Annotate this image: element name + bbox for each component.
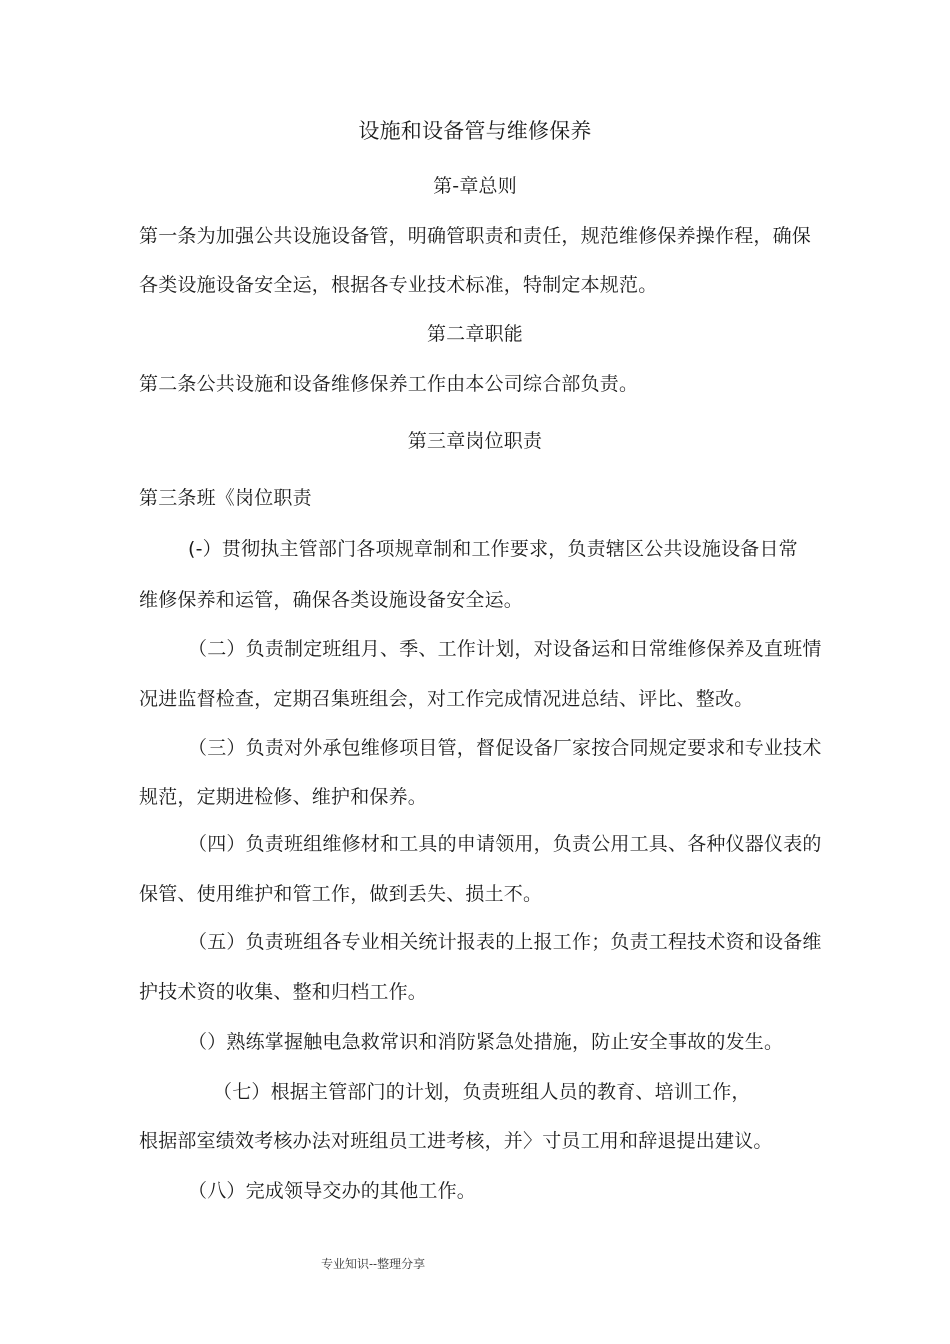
duty-item-2-line-2: 况进监督检查，定期召集班组会，对工作完成情况进总结、评比、整改。 xyxy=(139,688,754,710)
document-title: 设施和设备管与维修保养 xyxy=(358,119,592,143)
duty-item-4-line-1: （四）负责班组维修材和工具的申请领用，负责公用工具、各种仪器仪表的 xyxy=(188,833,822,855)
article-3: 第三条班《岗位职责 xyxy=(139,487,312,509)
page-footer: 专业知识--整理分享 xyxy=(321,1257,426,1271)
article-1-line-2: 各类设施设备安全运，根据各专业技术标准，特制定本规范。 xyxy=(139,274,658,296)
article-2: 第二条公共设施和设备维修保养工作由本公司综合部负责。 xyxy=(139,373,639,395)
duty-item-8: （八）完成领导交办的其他工作。 xyxy=(188,1180,477,1202)
chapter-2-heading: 第二章职能 xyxy=(426,323,523,345)
chapter-3-heading: 第三章岗位职责 xyxy=(407,430,543,452)
article-1-line-1: 第一条为加强公共设施设备管，明确管职责和责任，规范维修保养操作程，确保 xyxy=(139,225,812,247)
duty-item-1-line-1: (-）贯彻执主管部门各项规章制和工作要求，负责辖区公共设施设备日常 xyxy=(188,538,798,560)
duty-item-3-line-2: 规范，定期进检修、维护和保养。 xyxy=(139,786,428,808)
duty-item-5-line-2: 护技术资的收集、整和归档工作。 xyxy=(139,981,428,1003)
duty-item-5-line-1: （五）负责班组各专业相关统计报表的上报工作；负责工程技术资和设备维 xyxy=(188,931,822,953)
duty-item-6: （）熟练掌握触电急救常识和消防紧急处措施，防止安全事故的发生。 xyxy=(188,1031,784,1053)
duty-item-1-line-2: 维修保养和运管，确保各类设施设备安全运。 xyxy=(139,589,524,611)
chapter-1-heading: 第-章总则 xyxy=(433,175,517,197)
duty-item-7-line-1: （七）根据主管部门的计划，负责班组人员的教育、培训工作， xyxy=(213,1081,751,1103)
duty-item-3-line-1: （三）负责对外承包维修项目管，督促设备厂家按合同规定要求和专业技术 xyxy=(188,737,822,759)
duty-item-2-line-1: （二）负责制定班组月、季、工作计划，对设备运和日常维修保养及直班情 xyxy=(188,638,822,660)
duty-item-4-line-2: 保管、使用维护和管工作，做到丢失、损土不。 xyxy=(139,883,543,905)
duty-item-7-line-2: 根据部室绩效考核办法对班组员工进考核，并〉寸员工用和辞退提出建议。 xyxy=(139,1130,773,1152)
